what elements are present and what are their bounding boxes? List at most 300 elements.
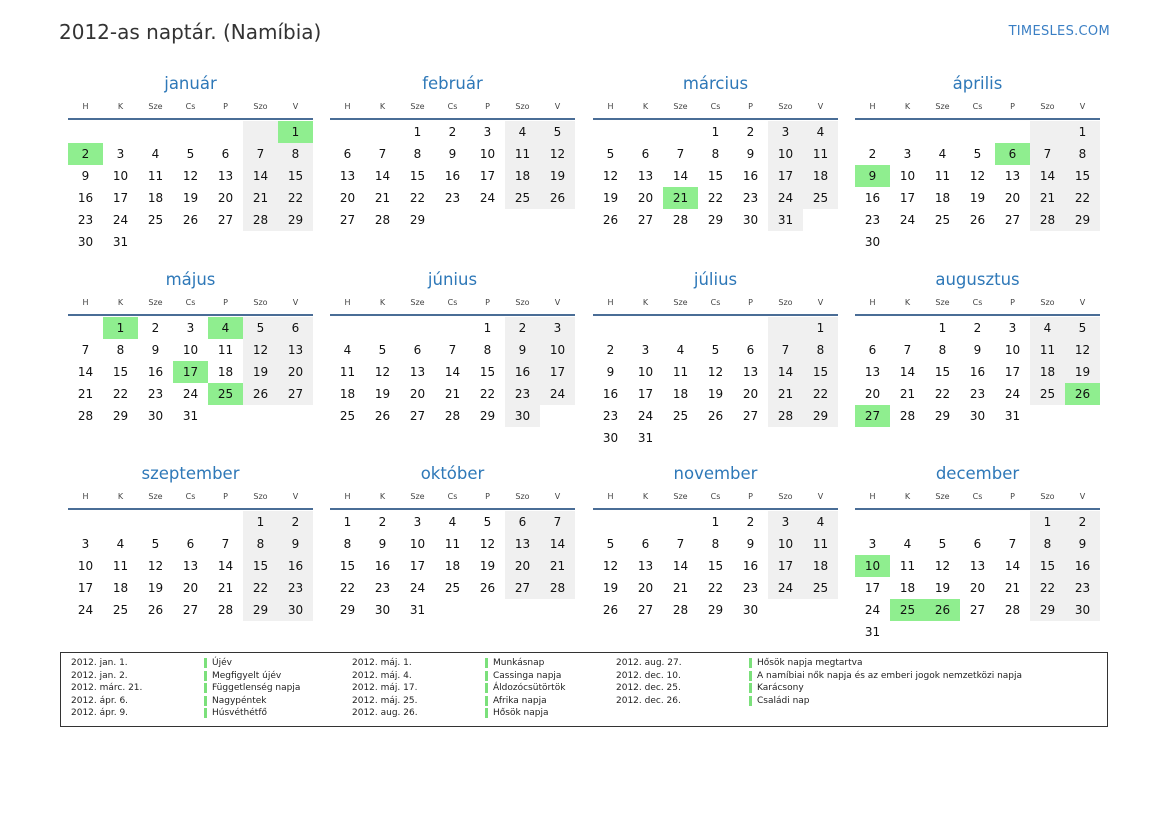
weekday-label: P — [748, 298, 753, 307]
day-cell: 23 — [147, 387, 164, 401]
day-cell: 5 — [151, 537, 160, 551]
empty-cell — [855, 121, 890, 143]
day-cell: 31 — [864, 625, 881, 639]
day-cell: 4 — [116, 537, 125, 551]
day-cell: 7 — [676, 147, 685, 161]
day-cell: 29 — [479, 409, 496, 423]
weekday-label: V — [1079, 102, 1086, 111]
weekday-label: V — [817, 298, 824, 307]
day-cell: 29 — [339, 603, 356, 617]
month-11 — [593, 462, 838, 621]
day-cell: 10 — [768, 533, 803, 555]
empty-cell — [208, 511, 243, 533]
day-cell: 28 — [672, 603, 689, 617]
empty-cell — [138, 121, 173, 143]
day-cell: 24 — [77, 603, 94, 617]
day-cell: 12 — [374, 365, 391, 379]
weekday-label: H — [344, 492, 351, 501]
legend-row — [71, 682, 300, 695]
day-cell: 16 — [444, 169, 461, 183]
day-cell: 6 — [973, 537, 982, 551]
weekday-header — [855, 292, 1100, 316]
weekday-label: K — [642, 492, 649, 501]
day-cell: 2 — [606, 343, 615, 357]
legend-holiday-name: A namíbiai nők napja és az emberi jogok nemzetközi napja — [749, 671, 1022, 681]
day-cell: 19 — [969, 191, 986, 205]
day-cell: 19 — [243, 361, 278, 383]
day-cell: 30 — [1065, 599, 1100, 621]
weekday-label: Sze — [673, 492, 688, 501]
day-cell: 14 — [540, 533, 575, 555]
empty-cell — [890, 317, 925, 339]
holiday-cell: 21 — [663, 187, 698, 209]
weekday-label: Sze — [935, 298, 950, 307]
day-cell: 11 — [147, 169, 164, 183]
day-cell: 28 — [1004, 603, 1021, 617]
day-cell: 14 — [243, 165, 278, 187]
day-cell: 6 — [868, 343, 877, 357]
day-cell: 20 — [182, 581, 199, 595]
day-cell: 18 — [339, 387, 356, 401]
day-cell: 24 — [112, 213, 129, 227]
month-name: október — [420, 464, 485, 483]
day-cell: 30 — [278, 599, 313, 621]
holiday-cell: 9 — [855, 165, 890, 187]
day-cell: 22 — [934, 387, 951, 401]
legend-date: 2012. jan. 1. — [71, 658, 128, 668]
site-link[interactable]: TIMESLES.COM — [1008, 24, 1110, 39]
month-name: március — [682, 74, 749, 93]
weekday-label: P — [1010, 102, 1015, 111]
day-grid — [68, 316, 313, 427]
day-cell: 23 — [742, 191, 759, 205]
weekday-label: K — [904, 102, 911, 111]
weekday-label: V — [1079, 298, 1086, 307]
day-cell: 7 — [243, 143, 278, 165]
legend-holiday-name: Cassinga napja — [485, 671, 561, 681]
day-cell: 19 — [182, 191, 199, 205]
weekday-label: Sze — [673, 298, 688, 307]
legend-column — [71, 657, 300, 720]
day-cell: 8 — [243, 533, 278, 555]
day-cell: 3 — [868, 537, 877, 551]
day-cell: 22 — [112, 387, 129, 401]
day-cell: 20 — [969, 581, 986, 595]
day-cell: 23 — [444, 191, 461, 205]
day-cell: 12 — [707, 365, 724, 379]
day-cell: 4 — [676, 343, 685, 357]
empty-cell — [663, 317, 698, 339]
weekday-label: Szo — [515, 492, 530, 501]
month-12 — [855, 462, 1100, 643]
day-cell: 25 — [672, 409, 689, 423]
month-name: január — [164, 74, 217, 93]
day-cell: 24 — [768, 187, 803, 209]
day-cell: 20 — [217, 191, 234, 205]
day-cell: 2 — [868, 147, 877, 161]
legend-column — [616, 657, 1022, 707]
day-cell: 13 — [339, 169, 356, 183]
day-cell: 7 — [903, 343, 912, 357]
day-cell: 21 — [217, 581, 234, 595]
holiday-cell: 26 — [925, 599, 960, 621]
day-cell: 14 — [444, 365, 461, 379]
day-cell: 27 — [1004, 213, 1021, 227]
day-cell: 5 — [973, 147, 982, 161]
weekday-label: Sze — [148, 102, 163, 111]
weekday-label: K — [904, 492, 911, 501]
day-cell: 14 — [768, 361, 803, 383]
day-cell: 6 — [641, 537, 650, 551]
day-cell: 16 — [602, 387, 619, 401]
empty-cell — [960, 511, 995, 533]
day-cell: 6 — [343, 147, 352, 161]
legend-holiday-name: Húsvéthétfő — [204, 708, 267, 718]
day-cell: 27 — [505, 577, 540, 599]
day-cell: 4 — [1030, 317, 1065, 339]
day-cell: 17 — [768, 165, 803, 187]
day-cell: 2 — [505, 317, 540, 339]
day-cell: 5 — [1065, 317, 1100, 339]
day-cell: 3 — [81, 537, 90, 551]
empty-cell — [925, 511, 960, 533]
day-cell: 13 — [969, 559, 986, 573]
weekday-label: V — [292, 298, 299, 307]
day-cell: 15 — [707, 559, 724, 573]
day-grid — [68, 120, 313, 253]
day-cell: 16 — [77, 191, 94, 205]
day-cell: 29 — [707, 213, 724, 227]
day-cell: 20 — [637, 191, 654, 205]
month-2 — [330, 72, 575, 231]
day-cell: 9 — [505, 339, 540, 361]
day-cell: 7 — [676, 537, 685, 551]
legend-row — [352, 682, 565, 695]
day-cell: 26 — [374, 409, 391, 423]
day-cell: 14 — [1004, 559, 1021, 573]
day-cell: 17 — [112, 191, 129, 205]
day-cell: 18 — [1030, 361, 1065, 383]
day-cell: 25 — [1030, 383, 1065, 405]
day-cell: 27 — [969, 603, 986, 617]
day-cell: 20 — [637, 581, 654, 595]
day-cell: 26 — [479, 581, 496, 595]
weekday-header — [330, 96, 575, 120]
weekday-header — [593, 486, 838, 510]
legend-date: 2012. aug. 26. — [352, 708, 418, 719]
day-cell: 11 — [217, 343, 234, 357]
weekday-label: K — [117, 492, 124, 501]
day-cell: 11 — [803, 143, 838, 165]
empty-cell — [173, 511, 208, 533]
day-cell: 20 — [278, 361, 313, 383]
weekday-label: K — [379, 492, 386, 501]
day-cell: 3 — [116, 147, 125, 161]
empty-cell — [243, 121, 278, 143]
day-cell: 2 — [448, 125, 457, 139]
month-10 — [330, 462, 575, 621]
day-cell: 26 — [969, 213, 986, 227]
day-cell: 25 — [147, 213, 164, 227]
empty-cell — [1030, 121, 1065, 143]
day-cell: 21 — [672, 581, 689, 595]
day-cell: 28 — [768, 405, 803, 427]
weekday-label: P — [223, 102, 228, 111]
day-cell: 7 — [1030, 143, 1065, 165]
weekday-label: H — [344, 102, 351, 111]
empty-cell — [890, 121, 925, 143]
day-cell: 24 — [409, 581, 426, 595]
day-cell: 11 — [112, 559, 129, 573]
legend-date: 2012. márc. 21. — [71, 683, 143, 694]
holiday-cell: 1 — [278, 121, 313, 143]
legend-holiday-name: Újév — [204, 658, 232, 668]
day-cell: 16 — [147, 365, 164, 379]
day-cell: 4 — [903, 537, 912, 551]
day-cell: 20 — [742, 387, 759, 401]
day-cell: 17 — [409, 559, 426, 573]
day-cell: 25 — [444, 581, 461, 595]
empty-cell — [68, 511, 103, 533]
day-cell: 17 — [637, 387, 654, 401]
holiday-cell: 26 — [1065, 383, 1100, 405]
day-cell: 18 — [803, 555, 838, 577]
day-cell: 10 — [637, 365, 654, 379]
day-cell: 27 — [278, 383, 313, 405]
weekday-label: Szo — [253, 102, 268, 111]
empty-cell — [995, 121, 1030, 143]
day-cell: 25 — [112, 603, 129, 617]
day-cell: 16 — [969, 365, 986, 379]
day-cell: 19 — [934, 581, 951, 595]
day-cell: 10 — [1004, 343, 1021, 357]
day-cell: 28 — [672, 213, 689, 227]
day-cell: 16 — [1065, 555, 1100, 577]
day-cell: 7 — [81, 343, 90, 357]
day-cell: 1 — [413, 125, 422, 139]
day-cell: 5 — [606, 537, 615, 551]
day-cell: 28 — [217, 603, 234, 617]
weekday-label: Szo — [778, 298, 793, 307]
day-cell: 8 — [938, 343, 947, 357]
day-cell: 29 — [1065, 209, 1100, 231]
day-cell: 11 — [444, 537, 461, 551]
day-cell: 15 — [243, 555, 278, 577]
day-cell: 8 — [711, 537, 720, 551]
day-cell: 12 — [243, 339, 278, 361]
legend-holiday-name: Afrika napja — [485, 696, 547, 706]
legend-date: 2012. dec. 10. — [616, 670, 681, 681]
weekday-label: H — [869, 102, 876, 111]
months-grid — [68, 72, 1102, 652]
day-grid — [330, 510, 575, 621]
day-cell: 28 — [444, 409, 461, 423]
day-cell: 13 — [278, 339, 313, 361]
month-name: február — [422, 74, 483, 93]
day-cell: 27 — [637, 603, 654, 617]
day-cell: 28 — [243, 209, 278, 231]
day-cell: 11 — [934, 169, 951, 183]
legend-date: 2012. máj. 4. — [352, 670, 412, 681]
day-cell: 11 — [899, 559, 916, 573]
day-cell: 7 — [540, 511, 575, 533]
day-cell: 17 — [479, 169, 496, 183]
day-cell: 26 — [182, 213, 199, 227]
day-cell: 11 — [803, 533, 838, 555]
month-8 — [855, 268, 1100, 427]
day-cell: 4 — [448, 515, 457, 529]
day-cell: 30 — [147, 409, 164, 423]
legend-row — [71, 657, 300, 670]
day-cell: 31 — [112, 235, 129, 249]
day-cell: 18 — [672, 387, 689, 401]
day-cell: 11 — [505, 143, 540, 165]
weekday-label: Szo — [515, 102, 530, 111]
weekday-label: Szo — [778, 102, 793, 111]
day-cell: 3 — [903, 147, 912, 161]
day-grid — [593, 120, 838, 231]
day-cell: 3 — [540, 317, 575, 339]
weekday-label: Szo — [515, 298, 530, 307]
day-cell: 22 — [278, 187, 313, 209]
day-cell: 30 — [505, 405, 540, 427]
legend-row — [71, 670, 300, 683]
day-cell: 16 — [742, 559, 759, 573]
day-cell: 15 — [1030, 555, 1065, 577]
weekday-label: V — [554, 298, 561, 307]
legend-date: 2012. máj. 17. — [352, 683, 418, 694]
empty-cell — [330, 121, 365, 143]
day-cell: 9 — [278, 533, 313, 555]
day-cell: 24 — [1004, 387, 1021, 401]
day-cell: 16 — [864, 191, 881, 205]
day-cell: 19 — [540, 165, 575, 187]
day-cell: 22 — [243, 577, 278, 599]
weekday-label: Szo — [1040, 102, 1055, 111]
day-cell: 10 — [540, 339, 575, 361]
day-cell: 26 — [602, 603, 619, 617]
weekday-label: H — [607, 102, 614, 111]
day-cell: 12 — [1065, 339, 1100, 361]
day-cell: 14 — [77, 365, 94, 379]
day-cell: 25 — [803, 577, 838, 599]
empty-cell — [733, 317, 768, 339]
weekday-header — [68, 96, 313, 120]
day-cell: 30 — [864, 235, 881, 249]
day-cell: 25 — [339, 409, 356, 423]
day-cell: 22 — [409, 191, 426, 205]
month-1 — [68, 72, 313, 253]
empty-cell — [698, 317, 733, 339]
day-cell: 17 — [864, 581, 881, 595]
day-cell: 18 — [934, 191, 951, 205]
holiday-legend — [60, 652, 1108, 727]
weekday-label: Cs — [447, 102, 458, 111]
empty-cell — [925, 121, 960, 143]
day-cell: 20 — [864, 387, 881, 401]
day-cell: 17 — [77, 581, 94, 595]
day-cell: 19 — [602, 191, 619, 205]
day-cell: 8 — [1065, 143, 1100, 165]
day-cell: 11 — [672, 365, 689, 379]
weekday-header — [593, 96, 838, 120]
day-cell: 29 — [707, 603, 724, 617]
day-cell: 2 — [746, 515, 755, 529]
day-cell: 31 — [1004, 409, 1021, 423]
day-cell: 9 — [606, 365, 615, 379]
month-name: november — [673, 464, 758, 483]
day-cell: 3 — [413, 515, 422, 529]
day-cell: 28 — [77, 409, 94, 423]
empty-cell — [663, 121, 698, 143]
day-cell: 27 — [339, 213, 356, 227]
day-cell: 7 — [448, 343, 457, 357]
day-cell: 27 — [742, 409, 759, 423]
weekday-label: Cs — [185, 492, 196, 501]
day-cell: 10 — [479, 147, 496, 161]
day-cell: 5 — [938, 537, 947, 551]
day-cell: 29 — [803, 405, 838, 427]
weekday-label: H — [82, 298, 89, 307]
day-cell: 13 — [182, 559, 199, 573]
day-cell: 20 — [339, 191, 356, 205]
day-cell: 21 — [374, 191, 391, 205]
day-cell: 19 — [1065, 361, 1100, 383]
day-cell: 21 — [540, 555, 575, 577]
day-cell: 30 — [969, 409, 986, 423]
weekday-header — [330, 486, 575, 510]
holiday-cell: 2 — [68, 143, 103, 165]
legend-holiday-name: Családi nap — [749, 696, 810, 706]
day-cell: 23 — [77, 213, 94, 227]
weekday-label: K — [117, 298, 124, 307]
month-5 — [68, 268, 313, 427]
weekday-label: Sze — [935, 492, 950, 501]
day-cell: 21 — [1030, 187, 1065, 209]
holiday-cell: 10 — [855, 555, 890, 577]
empty-cell — [103, 121, 138, 143]
weekday-label: V — [554, 492, 561, 501]
day-cell: 24 — [182, 387, 199, 401]
empty-cell — [855, 317, 890, 339]
day-grid — [68, 510, 313, 621]
day-cell: 18 — [444, 559, 461, 573]
legend-holiday-name: Áldozócsütörtök — [485, 683, 565, 693]
day-cell: 3 — [186, 321, 195, 335]
legend-holiday-name: Munkásnap — [485, 658, 544, 668]
legend-holiday-name: Megfigyelt újév — [204, 671, 281, 681]
day-cell: 12 — [602, 559, 619, 573]
day-cell: 3 — [483, 125, 492, 139]
legend-row — [616, 682, 1022, 695]
day-cell: 22 — [803, 383, 838, 405]
empty-cell — [365, 121, 400, 143]
day-cell: 14 — [899, 365, 916, 379]
day-cell: 28 — [899, 409, 916, 423]
empty-cell — [890, 511, 925, 533]
legend-row — [352, 695, 565, 708]
weekday-label: Sze — [673, 102, 688, 111]
day-cell: 22 — [339, 581, 356, 595]
holiday-cell: 6 — [995, 143, 1030, 165]
weekday-label: P — [485, 298, 490, 307]
day-cell: 3 — [768, 511, 803, 533]
day-cell: 21 — [899, 387, 916, 401]
day-cell: 3 — [768, 121, 803, 143]
day-cell: 17 — [768, 555, 803, 577]
day-cell: 19 — [147, 581, 164, 595]
day-cell: 10 — [182, 343, 199, 357]
